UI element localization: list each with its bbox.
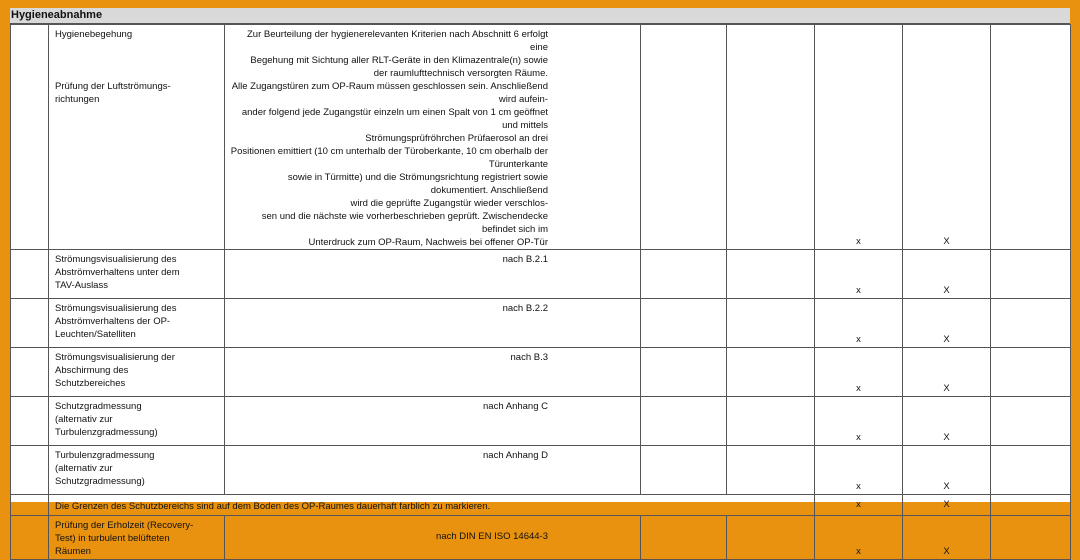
row-number-cell xyxy=(11,516,49,560)
empty-cell xyxy=(727,516,815,560)
empty-cell xyxy=(991,299,1071,348)
table-row xyxy=(11,516,1071,560)
check-mark: X xyxy=(903,446,991,495)
empty-cell xyxy=(641,397,727,446)
check-mark: x xyxy=(815,348,903,397)
empty-cell xyxy=(727,250,815,299)
check-mark: X xyxy=(903,299,991,348)
description-cell: nach Anhang D xyxy=(225,446,641,495)
empty-cell xyxy=(641,348,727,397)
row-number-cell xyxy=(11,348,49,397)
item-label: Strömungsvisualisierung der Abschirmung des Schutzbereiches xyxy=(49,348,225,397)
empty-cell xyxy=(641,516,727,560)
description-line: ander folgend jede Zugangstür einzeln um einen Spalt von 1 cm geöffnet und mittels xyxy=(241,107,548,131)
section-title: Hygieneabnahme xyxy=(10,8,1070,24)
empty-cell xyxy=(991,516,1071,560)
check-mark: X xyxy=(903,516,991,560)
empty-cell xyxy=(641,446,727,495)
description-line: Zur Beurteilung der hygienerelevanten Kriterien nach Abschnitt 6 erfolgt eine xyxy=(246,29,548,53)
item-cell xyxy=(49,25,225,250)
empty-cell xyxy=(727,397,815,446)
item-label: Schutzgradmessung (alternativ zur Turbulenzgradmessung) xyxy=(49,397,225,446)
item-label: Hygienebegehung xyxy=(55,29,133,40)
row-number-cell xyxy=(11,250,49,299)
table-row xyxy=(11,25,1071,250)
check-mark: x xyxy=(815,495,903,516)
empty-cell xyxy=(991,250,1071,299)
row-number-cell xyxy=(11,25,49,250)
empty-cell xyxy=(641,250,727,299)
table-row xyxy=(11,495,1071,516)
description-cell: nach B.2.1 xyxy=(225,250,641,299)
check-mark: X xyxy=(903,348,991,397)
description-cell: nach B.2.2 xyxy=(225,299,641,348)
row-number-cell xyxy=(11,495,49,516)
check-mark: x xyxy=(815,516,903,560)
empty-cell xyxy=(991,495,1071,516)
description-cell: nach Anhang C xyxy=(225,397,641,446)
table-row xyxy=(11,299,1071,348)
row-number-cell xyxy=(11,446,49,495)
table-row xyxy=(11,250,1071,299)
empty-cell xyxy=(727,25,815,250)
row-number-cell xyxy=(11,397,49,446)
table-row xyxy=(11,446,1071,495)
hygiene-table xyxy=(10,24,1071,560)
item-label: Prüfung der Erholzeit (Recovery- Test) in turbulent belüfteten Räumen xyxy=(49,516,225,560)
item-label: Turbulenzgradmessung (alternativ zur Schutzgradmessung) xyxy=(49,446,225,495)
check-mark: X xyxy=(903,250,991,299)
check-mark: x xyxy=(815,299,903,348)
description-line: Begehung mit Sichtung aller RLT-Geräte in den Klimazentrale(n) sowie xyxy=(250,55,548,66)
item-label: Strömungsvisualisierung des Abströmverhaltens der OP- Leuchten/Satelliten xyxy=(49,299,225,348)
check-mark: X xyxy=(903,495,991,516)
check-mark: x xyxy=(815,397,903,446)
description-cell: nach B.3 xyxy=(225,348,641,397)
description-line: wird die geprüfte Zugangstür wieder verschlos- xyxy=(350,198,548,209)
description-cell xyxy=(225,25,641,250)
row-number-cell xyxy=(11,299,49,348)
check-mark: X xyxy=(903,397,991,446)
description-line: Alle Zugangstüren zum OP-Raum müssen geschlossen sein. Anschließend wird aufein- xyxy=(231,81,548,105)
empty-cell xyxy=(991,25,1071,250)
check-mark: x xyxy=(815,25,903,250)
empty-cell xyxy=(641,299,727,348)
description-line: der raumlufttechnisch versorgten Räume. xyxy=(373,68,548,79)
boundary-note: Die Grenzen des Schutzbereichs sind auf dem Boden des OP-Raumes dauerhaft farblich zu markieren. xyxy=(49,495,815,516)
check-mark: x xyxy=(815,446,903,495)
description-line: sen und die nächste wie vorherbeschrieben geprüft. Zwischendecke befindet sich im xyxy=(261,211,548,235)
check-mark: x xyxy=(815,250,903,299)
empty-cell xyxy=(727,446,815,495)
check-mark: X xyxy=(903,25,991,250)
empty-cell xyxy=(991,348,1071,397)
empty-cell xyxy=(991,446,1071,495)
item-label: Prüfung der Luftströmungs- richtungen xyxy=(55,81,171,105)
checklist-sheet xyxy=(10,8,1070,557)
table-row xyxy=(11,348,1071,397)
description-line: sowie in Türmitte) und die Strömungsrichtung registriert sowie dokumentiert. Anschließend xyxy=(287,172,548,196)
empty-cell xyxy=(727,348,815,397)
description-line: Unterdruck zum OP-Raum, Nachweis bei offener OP-Tür xyxy=(308,237,548,248)
item-label: Strömungsvisualisierung des Abströmverhaltens unter dem TAV-Auslass xyxy=(49,250,225,299)
empty-cell xyxy=(727,299,815,348)
empty-cell xyxy=(991,397,1071,446)
description-cell: nach DIN EN ISO 14644-3 xyxy=(225,516,641,560)
table-row xyxy=(11,397,1071,446)
description-line: Positionen emittiert (10 cm unterhalb der Türoberkante, 10 cm oberhalb der Türunterkante xyxy=(230,146,548,170)
empty-cell xyxy=(641,25,727,250)
description-line: Strömungsprüfröhrchen Prüfaerosol an drei xyxy=(365,133,548,144)
